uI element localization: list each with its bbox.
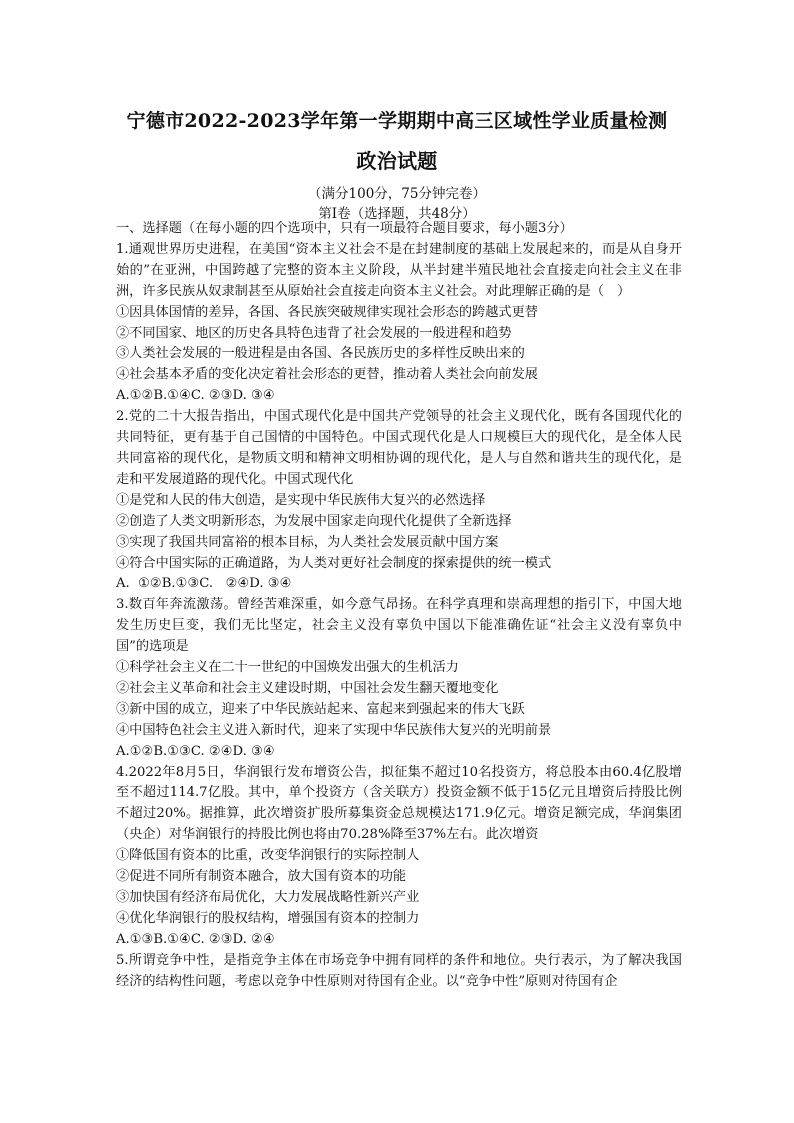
question-option: ②不同国家、地区的历史各具特色违背了社会发展的一般进程和趋势 — [116, 325, 512, 341]
question-5 — [116, 951, 682, 993]
question-option: ④符合中国实际的正确道路，为人类对更好社会制度的探索提供的统一模式 — [116, 555, 552, 571]
exam-info: （满分100分，75分钟完卷） — [308, 186, 486, 202]
question-option: ②促进不同所有制资本融合，放大国有资本的功能 — [116, 869, 407, 885]
exam-title: 宁德市2022-2023学年第一学期期中高三区域性学业质量检测 — [126, 110, 668, 132]
question-option: ③加快国有经济布局优化，大力发展战略性新兴产业 — [116, 890, 420, 905]
question-option: ①是党和人民的伟大创造，是实现中华民族伟大复兴的必然选择 — [116, 492, 486, 508]
question-option: ①因具体国情的差异，各国、各民族突破规律实现社会形态的跨越式更替 — [116, 304, 538, 320]
question-option: ④社会基本矛盾的变化决定着社会形态的更替，推动着人类社会向前发展 — [116, 367, 538, 383]
question-option: ③人类社会发展的一般进程是由各国、各民族历史的多样性反映出来的 — [116, 346, 525, 362]
question-option: ③实现了我国共同富裕的根本目标，为人类社会发展贡献中国方案 — [116, 534, 499, 550]
question-option: ①降低国有资本的比重，改变华润银行的实际控制人 — [116, 848, 420, 864]
question-1 — [116, 240, 682, 407]
question-stem: 1.通观世界历史进程，在美国“资本主义社会不是在封建制度的基础上发展起来的，而是从自身开始的”在亚洲，中国跨越了完整的资本主义阶段，从半封建半殖民地社会直接走向社会主义在非洲，许多民族从奴隶制甚至从原始社会直接走向资本主义社会。对此理解正确的是（ ） — [116, 241, 682, 299]
answer-choices: A. ①②B.①③C. ②④D. ③④ — [116, 576, 292, 592]
answer-choices: A.①②B.①④C. ②③D. ③④ — [116, 388, 275, 404]
question-4 — [116, 763, 682, 951]
subject-title: 政治试题 — [356, 149, 438, 173]
exam-content — [116, 219, 682, 993]
question-option: ②社会主义革命和社会主义建设时期，中国社会发生翻天覆地变化 — [116, 680, 499, 696]
question-3 — [116, 595, 682, 762]
answer-choices: A.①③B.①④C. ②③D. ②④ — [116, 931, 275, 947]
question-stem: 2.党的二十大报告指出，中国式现代化是中国共产党领导的社会主义现代化，既有各国现代化的共同特征，更有基于自己国情的中国特色。中国式现代化是人口规模巨大的现代化，是全体人民共同富裕的现代化，是物质文明和精神文明相协调的现代化，是人与自然和谐共生的现代化，是走和平发展道路的现代化。中国式现代化 — [116, 409, 682, 487]
question-option: ④中国特色社会主义进入新时代，迎来了实现中华民族伟大复兴的光明前景 — [116, 722, 552, 738]
question-option: ③新中国的成立，迎来了中华民族站起来、富起来到强起来的伟大飞跃 — [116, 701, 525, 717]
question-option: ④优化华润银行的股权结构，增强国有资本的控制力 — [116, 910, 420, 926]
answer-choices: A.①②B.①③C. ②④D. ③④ — [116, 743, 275, 759]
section-heading: 一、选择题（在每小题的四个选项中，只有一项最符合题目要求，每小题3分） — [116, 221, 573, 236]
question-2 — [116, 407, 682, 595]
volume-heading: 第Ⅰ卷（选择题，共48分） — [318, 206, 476, 222]
question-option: ②创造了人类文明新形态，为发展中国家走向现代化提供了全新选择 — [116, 513, 512, 529]
question-stem: 5.所谓竞争中性，是指竞争主体在市场竞争中拥有同样的条件和地位。央行表示，为了解决我国经济的结构性问题，考虑以竞争中性原则对待国有企业。以“竞争中性”原则对待国有企 — [116, 952, 682, 989]
question-option: ①科学社会主义在二十一世纪的中国焕发出强大的生机活力 — [116, 660, 459, 676]
question-stem: 3.数百年奔流激荡。曾经苦难深重，如今意气昂扬。在科学真理和崇高理想的指引下，中国大地发生历史巨变，我们无比坚定，社会主义没有辜负中国以下能准确佐证“社会主义没有辜负中国”的选项是 — [116, 597, 682, 655]
question-stem: 4.2022年8月5日，华润银行发布增资公告，拟征集不超过10名投资方，将总股本由60.4亿股增至不超过114.7亿股。其中，单个投资方（含关联方）投资金额不低于15亿元且增资后持股比例不超过20%。据推算，此次增资扩股所募集资金总规模达171.9亿元。增资足额完成，华润集团（央企）对华润银行的持股比例也将由70.28%降至37%左右。此次增资 — [116, 764, 682, 843]
